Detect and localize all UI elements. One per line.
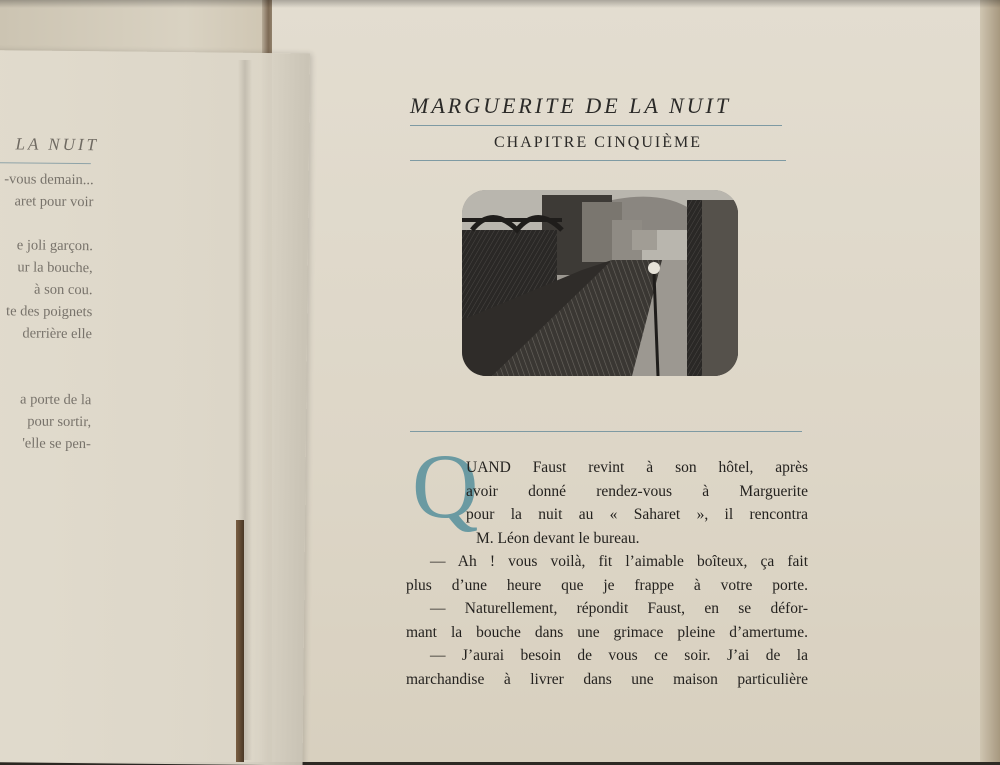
left-text-line: à son cou.: [34, 281, 93, 299]
chapter-rule: [410, 160, 786, 161]
left-text-block: [0, 168, 94, 455]
left-text-gap: [0, 344, 92, 367]
wood-engraving-illustration: [462, 190, 738, 376]
body-text-line: — Ah ! vous voilà, fit l’aimable boîteux, ça fait: [430, 553, 808, 570]
left-text-line: aret pour voir: [14, 193, 94, 211]
body-text-line: — Naturellement, répondit Faust, en se défor-: [430, 600, 808, 617]
left-text-line: 'elle se pen-: [22, 435, 91, 453]
body-text-line: pour la nuit au « Saharet », il rencontra: [466, 506, 808, 523]
body-text-line: M. Léon devant le bureau.: [476, 530, 640, 547]
body-text-line: UAND Faust revint à son hôtel, après: [466, 459, 808, 476]
page-edge: [980, 0, 1000, 762]
left-text-line: te des poignets: [5, 303, 93, 321]
body-text-line: mant la bouche dans une grimace pleine d’amertume.: [406, 624, 808, 641]
binding-strip: [236, 520, 244, 762]
left-text-line: ur la bouche,: [17, 259, 93, 277]
left-running-header: LA NUIT: [15, 134, 100, 155]
top-shadow: [0, 0, 1000, 8]
body-text-line: plus d’une heure que je frappe à votre porte.: [406, 577, 808, 594]
body-text-line: — J’aurai besoin de vous ce soir. J’ai de la: [430, 647, 808, 664]
drop-cap: Q: [412, 435, 479, 537]
body-text-line: marchandise à livrer dans une maison particulière: [406, 671, 808, 688]
left-header-rule: [0, 162, 91, 164]
street-scene-engraving: [462, 190, 738, 376]
left-text-gap: [0, 212, 93, 235]
tissue-interleaf: [0, 50, 310, 765]
title-rule: [410, 125, 782, 126]
page-title: MARGUERITE DE LA NUIT: [410, 93, 732, 118]
chapter-heading: CHAPITRE CINQUIÈME: [494, 134, 702, 151]
section-rule: [410, 431, 802, 432]
body-text-line: avoir donné rendez-vous à Marguerite: [466, 483, 808, 500]
left-text-line: pour sortir,: [27, 413, 92, 431]
left-text-line: -vous demain...: [4, 171, 94, 189]
left-text-gap: [0, 366, 92, 389]
left-text-line: derrière elle: [22, 325, 93, 343]
left-text-line: e joli garçon.: [16, 237, 94, 255]
left-text-line: a porte de la: [19, 391, 92, 409]
